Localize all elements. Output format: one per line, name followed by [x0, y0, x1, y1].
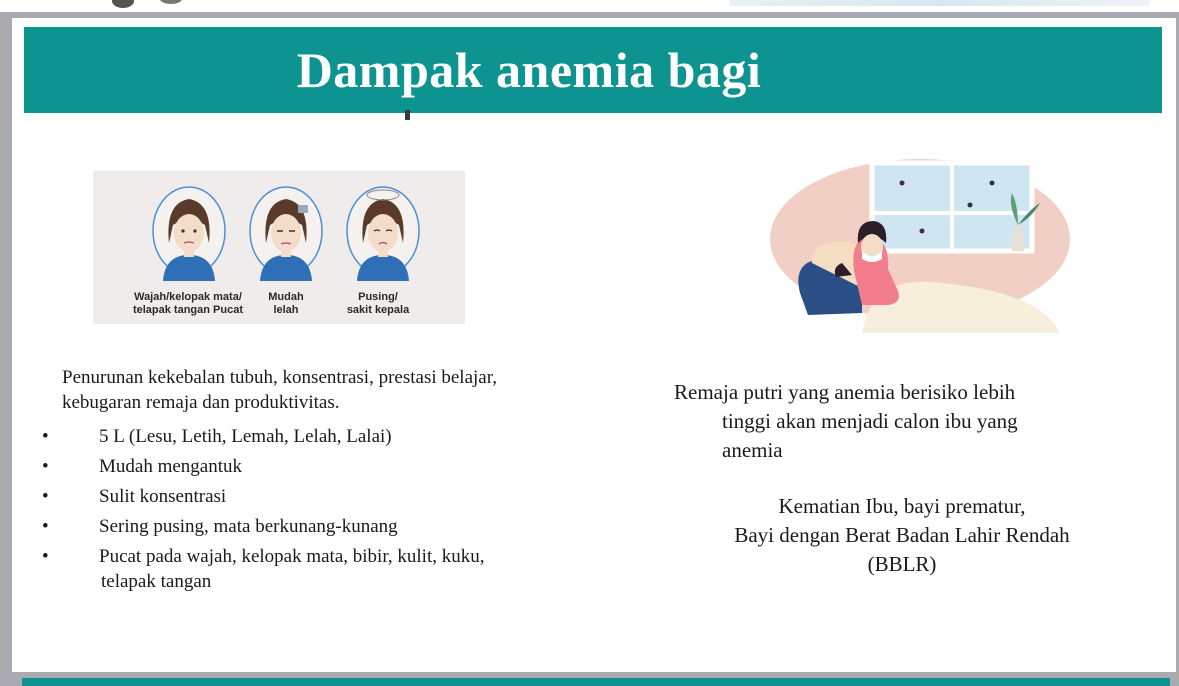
symptom-list	[42, 424, 602, 599]
title-overflow-mark	[405, 110, 410, 120]
decorative-glare	[730, 0, 1150, 6]
impact-intro-text: Penurunan kekebalan tubuh, konsentrasi, prestasi belajar, kebugaran remaja dan produktivitas.	[62, 367, 498, 413]
bullet-icon: •	[42, 486, 49, 507]
list-item: • 5 L (Lesu, Letih, Lemah, Lelah, Lalai)	[42, 426, 392, 447]
pale-face-icon	[151, 185, 227, 281]
slide	[12, 18, 1176, 672]
bottom-bar	[22, 678, 1170, 686]
decorative-shape	[160, 0, 182, 4]
bullet-icon: •	[42, 546, 49, 567]
tired-face-icon	[248, 185, 324, 281]
caption-tired: Mudah lelah	[268, 291, 304, 316]
dizzy-face-icon	[345, 185, 421, 281]
list-item: • Pucat pada wajah, kelopak mata, bibir, kulit, kuku, telapak tangan	[42, 546, 485, 592]
title-banner	[24, 27, 1162, 113]
list-item: • Mudah mengantuk	[42, 456, 243, 477]
bullet-icon: •	[42, 426, 49, 447]
future-mother-risk-text: Remaja putri yang anemia berisiko lebih tinggi akan menjadi calon ibu yang anemia	[674, 380, 1018, 462]
caption-pale: Wajah/kelopak mata/ telapak tangan Pucat	[132, 291, 244, 316]
top-strip	[0, 0, 1179, 12]
outcome-text: Kematian Ibu, bayi prematur, Bayi dengan Berat Badan Lahir Rendah (BBLR)	[734, 494, 1070, 576]
list-item: • Sering pusing, mata berkunang-kunang	[42, 516, 398, 537]
bullet-icon: •	[42, 516, 49, 537]
decorative-shape	[112, 0, 134, 8]
caption-dizzy: Pusing/ sakit kepala	[346, 291, 410, 316]
slide-title: Dampak anemia bagi	[296, 42, 762, 98]
sick-girl-illustration	[712, 143, 1102, 333]
list-item: • Sulit konsentrasi	[42, 486, 227, 507]
bullet-icon: •	[42, 456, 49, 477]
anemia-symptoms-illustration	[93, 171, 465, 324]
